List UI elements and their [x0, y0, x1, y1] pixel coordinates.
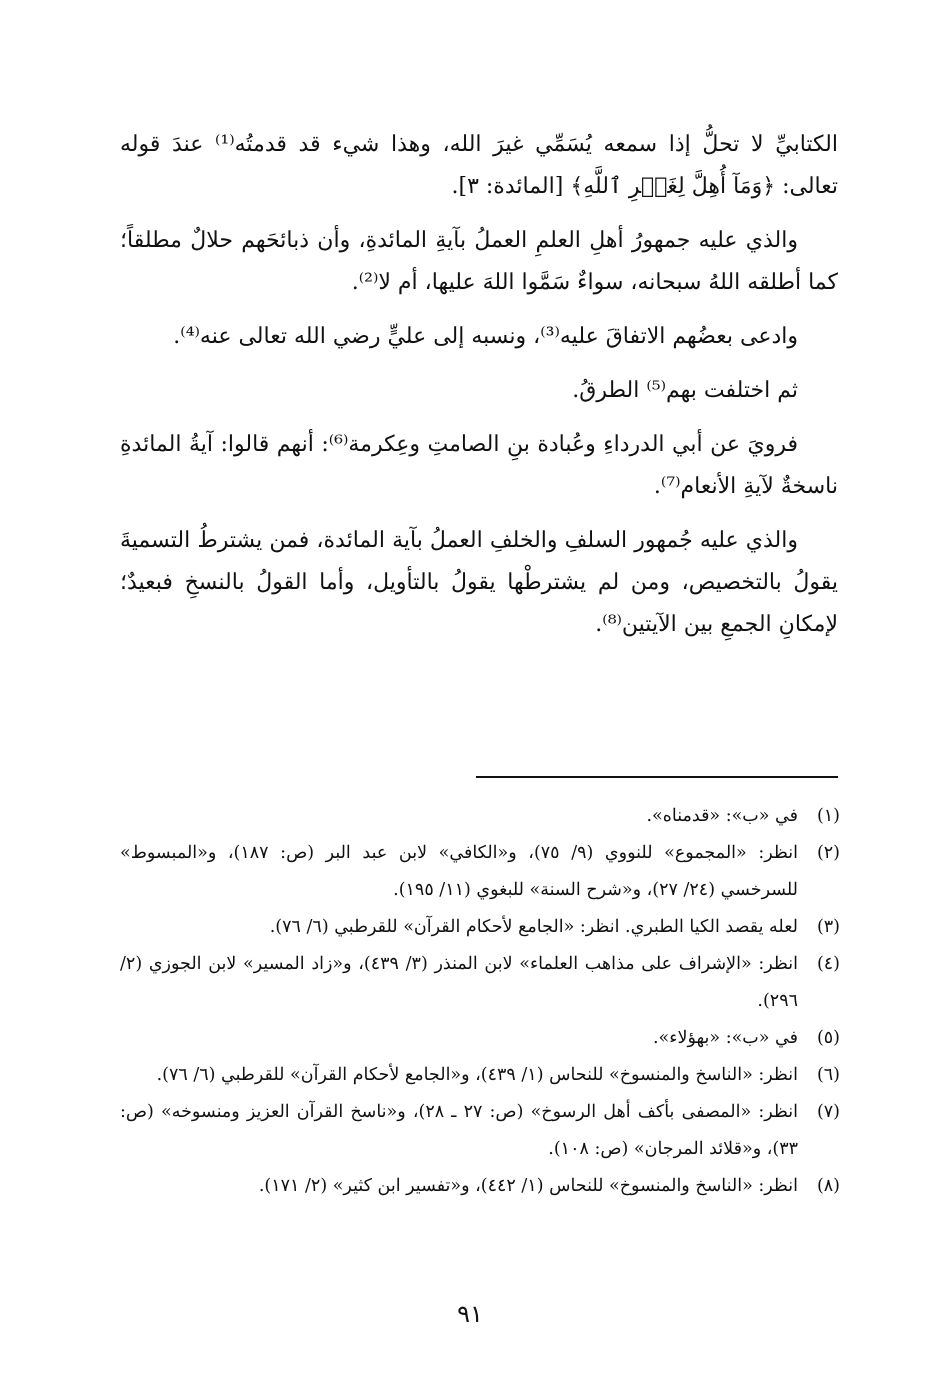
- footnote: [120, 946, 840, 1020]
- footnote-number: (٧): [816, 1102, 840, 1122]
- footnote: [120, 1094, 840, 1168]
- paragraph: ثم اختلفت بهم⁽⁵⁾ الطرقُ.: [572, 378, 798, 403]
- page-number: ٩١: [457, 1300, 483, 1328]
- footnotes: [120, 798, 840, 1205]
- footnote-number: (١): [816, 806, 840, 826]
- paragraph: فرويَ عن أبي الدرداءِ وعُبادة بنِ الصامتِ وعِكرمة⁽⁶⁾: أنهم قالوا: آيةُ المائدةِ ناسخةٌ لآيةِ الأنعام⁽⁷⁾.: [120, 432, 838, 499]
- footnote: [120, 1057, 840, 1094]
- footnote-text: انظر: «المجموع» للنووي (٩/ ٧٥)، و«الكافي» لابن عبد البر (ص: ١٨٧)، و«المبسوط» للسرخسي (٢٤/ ٢٧)، و«شرح السنة» للبغوي (١١/ ١٩٥).: [120, 843, 798, 900]
- footnote: [120, 1020, 840, 1057]
- footnote-text: في «ب»: «بهؤلاء».: [652, 1028, 798, 1048]
- footnote-number: (٦): [816, 1065, 840, 1085]
- footnote-text: انظر: «الناسخ والمنسوخ» للنحاس (١/ ٤٣٩)، و«الجامع لأحكام القرآن» للقرطبي (٦/ ٧٦).: [156, 1065, 798, 1085]
- footnote-text: لعله يقصد الكيا الطبري. انظر: «الجامع لأحكام القرآن» للقرطبي (٦/ ٧٦).: [269, 917, 798, 937]
- footnote-text: انظر: «الناسخ والمنسوخ» للنحاس (١/ ٤٤٢)، و«تفسير ابن كثير» (٢/ ١٧١).: [258, 1176, 798, 1196]
- footnote-text: انظر: «المصفى بأكف أهل الرسوخ» (ص: ٢٧ ـ ٢٨)، و«ناسخ القرآن العزيز ومنسوخه» (ص: ٣٣)، و«قلائد المرجان» (ص: ١٠٨).: [120, 1102, 798, 1159]
- footnote: [120, 835, 840, 909]
- footnote-separator: [476, 776, 838, 778]
- footnote-number: (٥): [816, 1028, 840, 1048]
- paragraph: الكتابيِّ لا تحلُّ إذا سمعه يُسَمِّي غيرَ الله، وهذا شيء قد قدمتُه⁽¹⁾ عندَ قوله تعالى: ﴿وَمَآ أُهِلَّ لِغَيۡرِ ٱللَّهِ﴾ [المائدة: ٣].: [120, 132, 838, 199]
- paragraph: وادعى بعضُهم الاتفاقَ عليه⁽³⁾، ونسبه إلى عليٍّ رضي الله تعالى عنه⁽⁴⁾.: [173, 324, 798, 349]
- footnote-number: (٨): [816, 1176, 840, 1196]
- footnote: [120, 798, 840, 835]
- footnote: [120, 1168, 840, 1205]
- footnote-number: (٤): [816, 954, 840, 974]
- footnote-number: (٣): [816, 917, 840, 937]
- footnote-text: انظر: «الإشراف على مذاهب العلماء» لابن المنذر (٣/ ٤٣٩)، و«زاد المسير» لابن الجوزي (٢/ ٢٩٦).: [120, 954, 798, 1011]
- footnote: [120, 909, 840, 946]
- footnote-text: في «ب»: «قدمناه».: [646, 806, 798, 826]
- footnote-number: (٢): [816, 843, 840, 863]
- paragraph: والذي عليه جمهورُ أهلِ العلمِ العملُ بآيةِ المائدةِ، وأن ذبائحَهم حلالٌ مطلقاً؛ كما أطلقه اللهُ سبحانه، سواءٌ سَمَّوا اللهَ عليها، أم لا⁽²⁾.: [120, 228, 838, 295]
- main-text: [120, 124, 838, 658]
- paragraph: والذي عليه جُمهور السلفِ والخلفِ العملُ بآية المائدة، فمن يشترطُ التسميةَ يقولُ بالتخصيص، ومن لم يشترطْها يقولُ بالتأويل، وأما القولُ بالنسخِ فبعيدٌ؛ لإمكانِ الجمعِ بين الآيتين⁽⁸⁾.: [120, 528, 838, 637]
